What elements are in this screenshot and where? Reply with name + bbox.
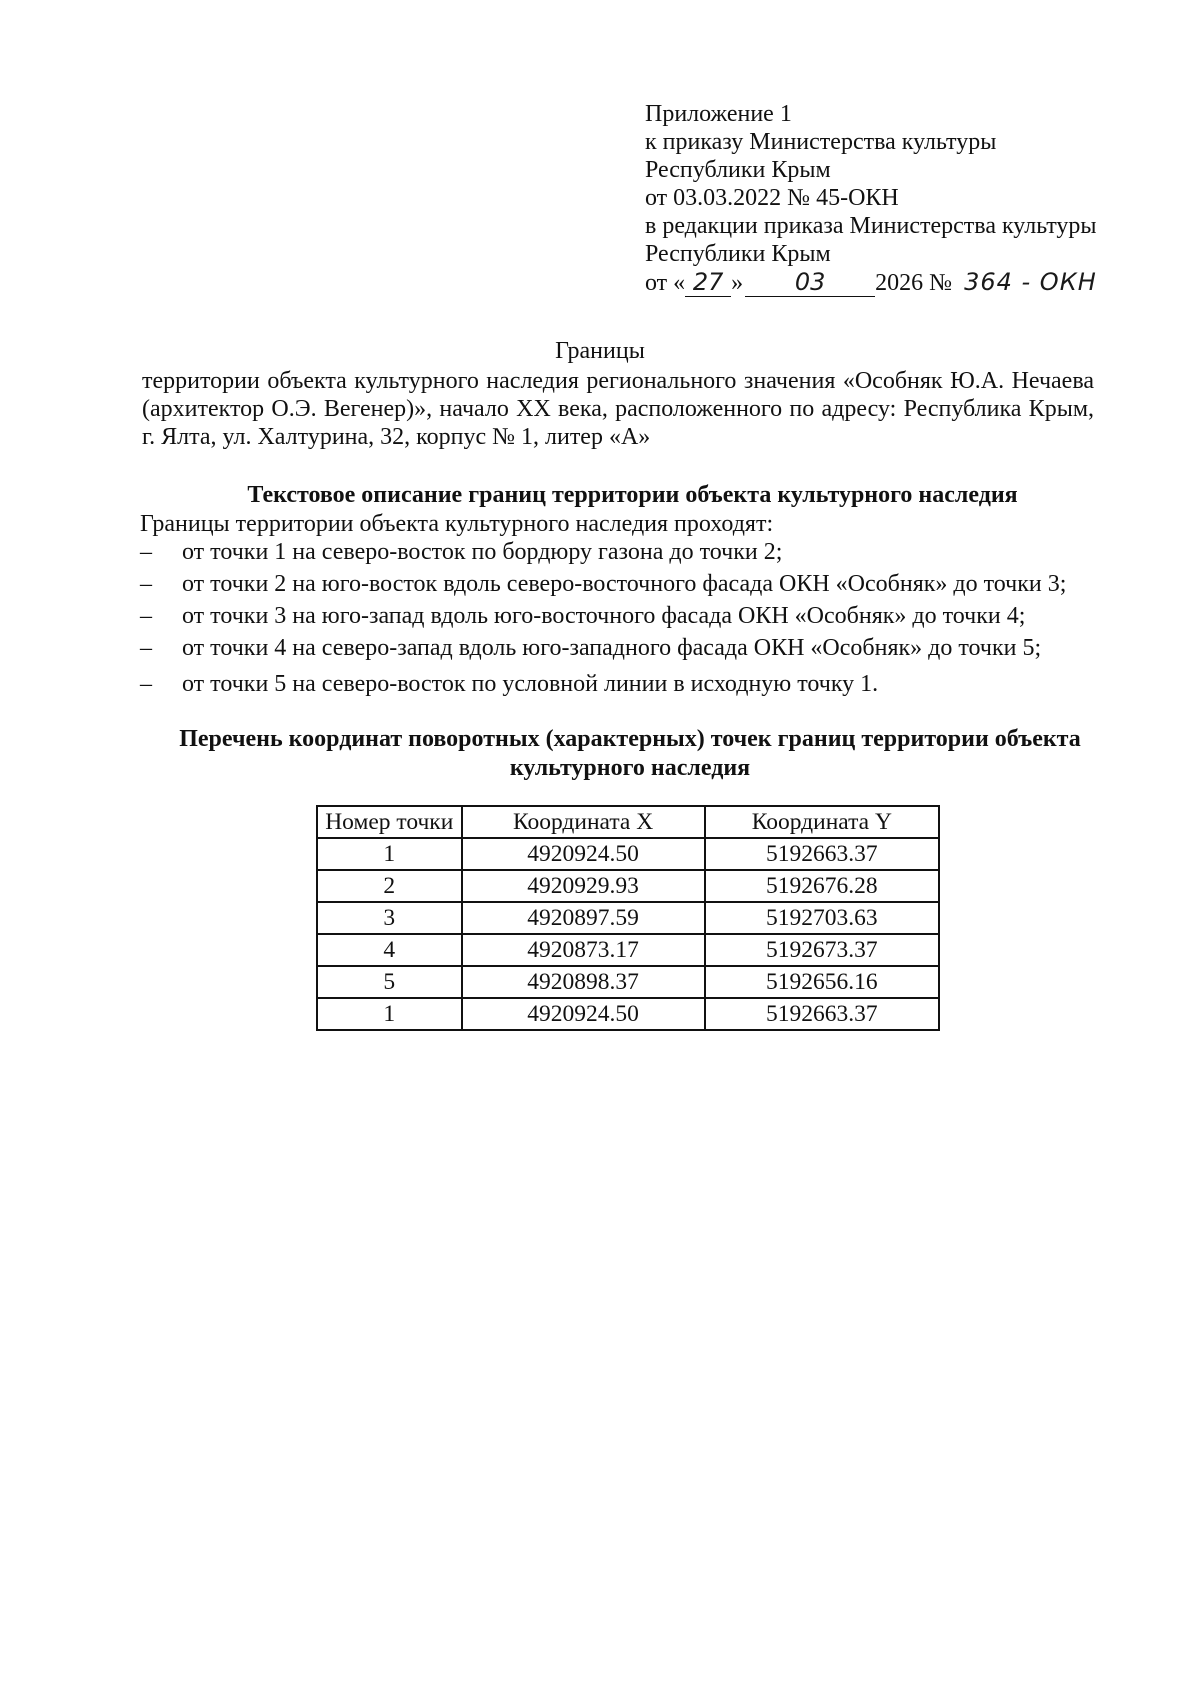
list-item-text: от точки 1 на северо-восток по бордюру газона до точки 2; [182,539,783,565]
table-row [317,870,939,902]
column-header-point: Номер точки [317,806,462,838]
list-item [140,570,1140,602]
point-number: 2 [317,870,462,902]
coordinates-heading-line: Перечень координат поворотных (характерных) точек границ территории объекта [179,726,1081,752]
column-header-y: Координата Y [705,806,939,838]
dash-bullet: – [140,539,152,565]
list-item [140,602,1140,634]
point-number: 5 [317,966,462,998]
table-row [317,838,939,870]
point-number: 1 [317,998,462,1030]
list-item-text: от точки 4 на северо-запад вдоль юго-западного фасада ОКН «Особняк» до точки 5; [182,635,1042,661]
order-number-handwritten: 364 - ОКН [964,268,1097,296]
list-item [140,634,1140,666]
point-number: 1 [317,838,462,870]
appendix-line: к приказу Министерства культуры [645,129,997,155]
dash-bullet: – [140,603,152,629]
coordinate-x: 4920929.93 [462,870,705,902]
coordinate-x: 4920897.59 [462,902,705,934]
date-month-handwritten: 03 [794,268,826,296]
dash-bullet: – [140,571,152,597]
description-intro: Границы территории объекта культурного наследия проходят: [140,511,774,537]
document-title: Границы [555,338,645,364]
coordinate-y: 5192676.28 [705,870,939,902]
point-number: 3 [317,902,462,934]
coordinate-y: 5192673.37 [705,934,939,966]
date-day-field [685,269,731,297]
dash-bullet: – [140,635,152,661]
date-day-handwritten: 27 [692,268,724,296]
list-item-text: от точки 3 на юго-запад вдоль юго-восточного фасада ОКН «Особняк» до точки 4; [182,603,1026,629]
coordinate-x: 4920924.50 [462,998,705,1030]
coordinates-heading-line: культурного наследия [509,755,751,781]
order-date-line [645,268,1165,302]
coordinate-y: 5192663.37 [705,998,939,1030]
column-header-x: Координата X [462,806,705,838]
list-item [140,538,1140,570]
appendix-line: от 03.03.2022 № 45-ОКН [645,185,899,211]
table-row [317,934,939,966]
dash-bullet: – [140,671,152,697]
table-header-row [317,806,939,838]
coordinates-heading [160,725,1100,783]
appendix-line: Республики Крым [645,157,831,183]
coordinate-x: 4920898.37 [462,966,705,998]
list-item [140,670,1140,702]
date-year-number-label: 2026 № [875,270,953,296]
description-heading: Текстовое описание границ территории объекта культурного наследия [247,482,1018,508]
coordinate-y: 5192663.37 [705,838,939,870]
table-row [317,902,939,934]
coordinate-x: 4920873.17 [462,934,705,966]
date-quote-close: » [731,270,744,296]
appendix-line: Приложение 1 [645,101,792,127]
coordinate-y: 5192656.16 [705,966,939,998]
coordinates-table [316,805,940,1031]
coordinate-y: 5192703.63 [705,902,939,934]
document-subject: территории объекта культурного наследия регионального значения «Особняк Ю.А. Нечаева (архитектор О.Э. Вегенер)», начало XX века, расположенного по адресу: Республика Крым, г. Ялта, ул. Халтурина, 32, корпус № 1, литер «А» [142,368,1094,451]
list-item-text: от точки 5 на северо-восток по условной линии в исходную точку 1. [182,671,879,697]
appendix-line: Республики Крым [645,241,831,267]
appendix-block [645,100,1165,302]
date-prefix: от « [645,270,686,296]
list-item-text: от точки 2 на юго-восток вдоль северо-восточного фасада ОКН «Особняк» до точки 3; [182,571,1067,597]
date-month-field [745,269,875,297]
appendix-line: в редакции приказа Министерства культуры [645,213,1097,239]
table-row [317,966,939,998]
boundary-description-list [140,538,1140,702]
point-number: 4 [317,934,462,966]
table-row [317,998,939,1030]
coordinate-x: 4920924.50 [462,838,705,870]
